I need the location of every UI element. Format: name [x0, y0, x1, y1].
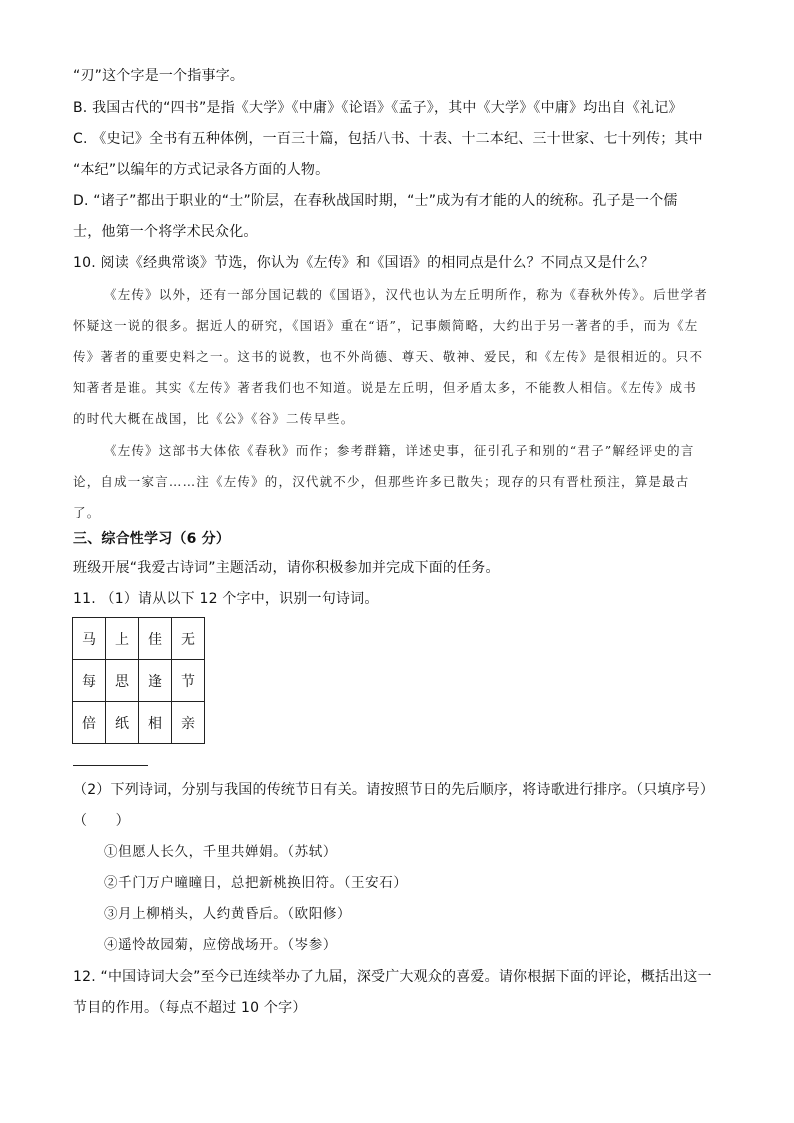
- answer-line: [73, 765, 148, 766]
- option-c-line1: C. 《史记》全书有五种体例，一百三十篇，包括八书、十表、十二本纪、三十世家、七十列传；其中: [73, 131, 703, 147]
- section-3-heading: 三、综合性学习（6 分）: [73, 531, 231, 547]
- question-10: 10. 阅读《经典常谈》节选，你认为《左传》和《国语》的相同点是什么？不同点又是什么？: [73, 255, 655, 271]
- grid-row: [73, 702, 205, 744]
- option-c-line2: “本纪”以编年的方式记录各方面的人物。: [73, 162, 330, 178]
- grid-cell: 节: [172, 660, 205, 702]
- grid-cell: 逢: [139, 660, 172, 702]
- grid-cell: 佳: [139, 618, 172, 660]
- passage-line: 知著者是谁。其实《左传》著者我们也不知道。说是左丘明，但矛盾太多，不能教人相信。《左传》成书: [73, 380, 697, 395]
- option-d-line2: 士，他第一个将学术民众化。: [73, 224, 258, 240]
- passage-line: 传》著者的重要史料之一。这书的说教，也不外尚德、尊天、敬神、爱民，和《左传》是很相近的。只不: [73, 349, 704, 364]
- grid-row: [73, 660, 205, 702]
- passage-line: 论，自成一家言……注《左传》的，汉代就不少，但那些许多已散失；现存的只有晋杜预注，算是最古: [73, 474, 690, 489]
- grid-cell: 倍: [73, 702, 106, 744]
- option-d-line1: D. “诸子”都出于职业的“士”阶层，在春秋战国时期，“士”成为有才能的人的统称。孔子是一个儒: [73, 193, 678, 209]
- question-12-line1: 12. “中国诗词大会”至今已连续举办了九届，深受广大观众的喜爱。请你根据下面的评论，概括出这一: [73, 969, 712, 985]
- poem-item: ④遥怜故园菊，应傍战场开。（岑参）: [104, 937, 337, 953]
- grid-cell: 上: [106, 618, 139, 660]
- grid-cell: 思: [106, 660, 139, 702]
- question-11-part1: 11. （1）请从以下 12 个字中，识别一句诗词。: [73, 591, 379, 607]
- passage-line: 《左传》这部书大体依《春秋》而作；参考群籍，详述史事，征引孔子和别的“君子”解经评史的言: [104, 443, 695, 458]
- grid-cell: 相: [139, 702, 172, 744]
- grid-cell: 每: [73, 660, 106, 702]
- answer-blank: （ ）: [73, 813, 130, 829]
- option-a-continuation: “刃”这个字是一个指事字。: [73, 68, 245, 84]
- grid-cell: 亲: [172, 702, 205, 744]
- passage-line: 《左传》以外，还有一部分国记载的《国语》，汉代也认为左丘明所作，称为《春秋外传》。后世学者: [104, 287, 709, 302]
- question-12-line2: 节目的作用。（每点不超过 10 个字）: [73, 1000, 307, 1016]
- section-3-intro: 班级开展“我爱古诗词”主题活动，请你积极参加并完成下面的任务。: [73, 560, 500, 576]
- character-grid: [72, 617, 205, 744]
- poem-item: ③月上柳梢头，人约黄昏后。（欧阳修）: [104, 906, 352, 922]
- grid-cell: 纸: [106, 702, 139, 744]
- passage-line: 了。: [73, 505, 101, 520]
- poem-item: ②千门万户曈曈日，总把新桃换旧符。（王安石）: [104, 875, 408, 891]
- grid-cell: 无: [172, 618, 205, 660]
- passage-line: 怀疑这一说的很多。据近人的研究，《国语》重在“语”，记事颇简略，大约出于另一著者的手，而为《左: [73, 318, 699, 333]
- passage-line: 的时代大概在战国，比《公》《谷》二传早些。: [73, 411, 355, 426]
- poem-item: ①但愿人长久，千里共婵娟。（苏轼）: [104, 844, 337, 860]
- question-11-part2: （2）下列诗词，分别与我国的传统节日有关。请按照节日的先后顺序，将诗歌进行排序。（只填序号）: [73, 782, 715, 798]
- option-b: B. 我国古代的“四书”是指《大学》《中庸》《论语》《孟子》，其中《大学》《中庸》均出自《礼记》: [73, 100, 683, 116]
- grid-row: [73, 618, 205, 660]
- grid-cell: 马: [73, 618, 106, 660]
